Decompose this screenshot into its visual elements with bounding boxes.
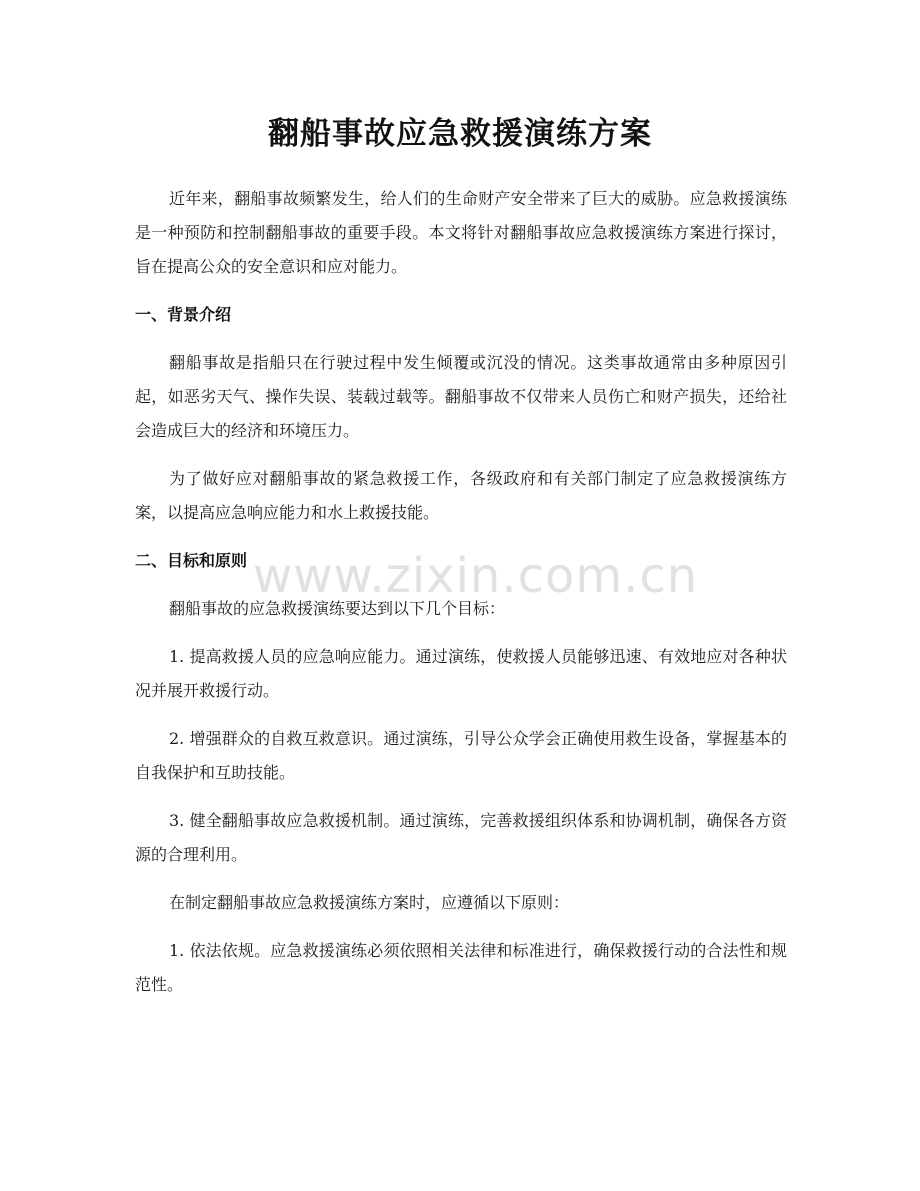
section-heading-goals: 二、目标和原则	[135, 551, 248, 570]
goal-item-1: 1. 提高救援人员的应急响应能力。通过演练，使救援人员能够迅速、有效地应对各种状况并展开救援行动。	[135, 647, 787, 700]
goals-intro-paragraph: 翻船事故的应急救援演练要达到以下几个目标：	[169, 599, 506, 618]
document-title: 翻船事故应急救援演练方案	[268, 116, 652, 152]
goal-item-3: 3. 健全翻船事故应急救援机制。通过演练，完善救援组织体系和协调机制，确保各方资源的合理利用。	[135, 811, 787, 864]
background-paragraph-1: 翻船事故是指船只在行驶过程中发生倾覆或沉没的情况。这类事故通常由多种原因引起，如恶劣天气、操作失误、装载过载等。翻船事故不仅带来人员伤亡和财产损失，还给社会造成巨大的经济和环境压力。	[135, 353, 787, 440]
principle-item-1: 1. 依法依规。应急救援演练必须依照相关法律和标准进行，确保救援行动的合法性和规范性。	[135, 941, 787, 994]
intro-paragraph: 近年来，翻船事故频繁发生，给人们的生命财产安全带来了巨大的威胁。应急救援演练是一种预防和控制翻船事故的重要手段。本文将针对翻船事故应急救援演练方案进行探讨，旨在提高公众的安全意识和应对能力。	[135, 189, 787, 276]
principles-intro-paragraph: 在制定翻船事故应急救援演练方案时，应遵循以下原则：	[169, 893, 570, 912]
goal-item-2: 2. 增强群众的自救互救意识。通过演练，引导公众学会正确使用救生设备，掌握基本的自我保护和互助技能。	[135, 729, 787, 782]
document-body	[135, 182, 787, 1016]
section-heading-background: 一、背景介绍	[135, 305, 232, 324]
watermark: www.zixin.com.cn	[253, 548, 699, 604]
background-paragraph-2: 为了做好应对翻船事故的紧急救援工作，各级政府和有关部门制定了应急救援演练方案，以提高应急响应能力和水上救援技能。	[135, 469, 787, 522]
